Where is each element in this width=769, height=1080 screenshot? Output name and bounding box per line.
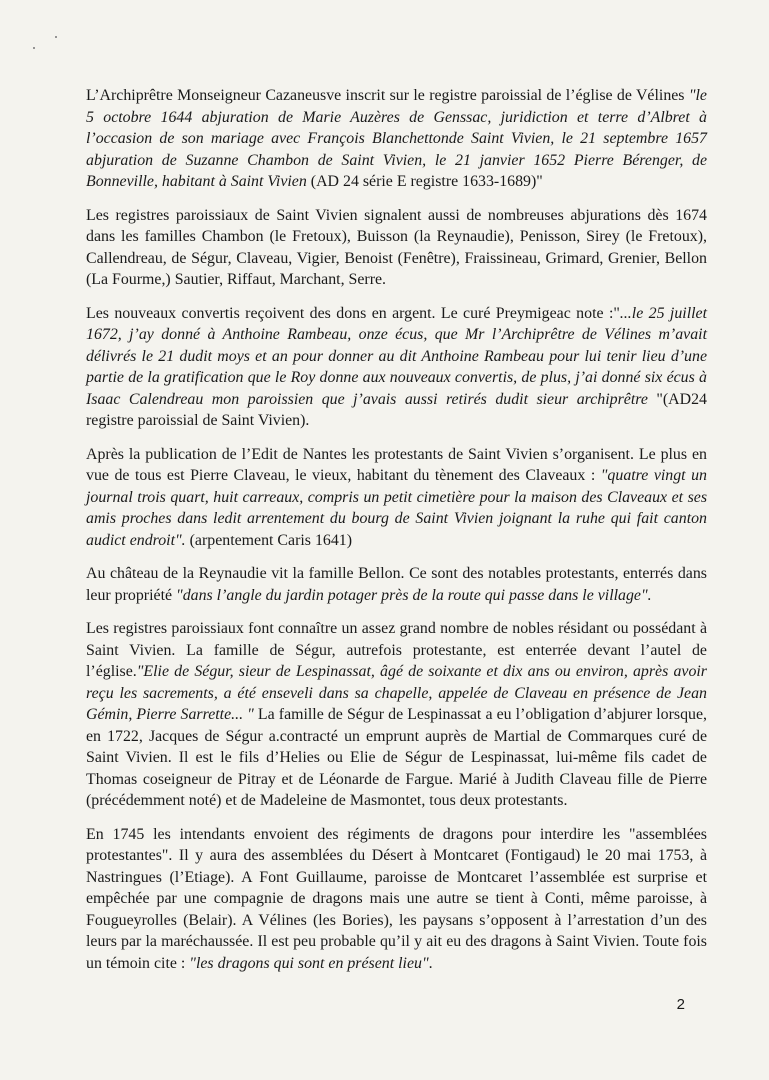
paragraph-text: L’Archiprêtre Monseigneur Cazaneusve inscrit sur le registre paroissial de l’église de Vélines	[86, 87, 689, 104]
quoted-text: "quatre vingt un journal trois quart, huit carreaux, compris un petit cimetière pour la maison des Claveaux et ses amis proches dans ledit arrentement du bourg de Saint Vivien joignant la ruhe qui fait canton audict endroit".	[86, 467, 707, 549]
quoted-text: "les dragons qui sont en présent lieu"	[189, 954, 429, 972]
paragraph-text: "(AD24 registre paroissial de Saint Vivien).	[86, 390, 707, 429]
page-number: 2	[676, 996, 685, 1013]
paragraph-text: .	[428, 954, 433, 972]
quoted-text: "le 5 octobre 1644 abjuration de Marie Auzères de Genssac, juridiction et terre d’Albret à l’occasion de son mariage avec François Blanchettonde Saint Vivien, le 21 septembre 1657 abjuration de Suzanne Chambon de Saint Vivien, le 21 janvier 1652 Pierre Bérenger, de Bonneville, habitant à Saint Vivien	[86, 87, 707, 190]
paragraph	[86, 303, 707, 432]
paragraph-text: La famille de Ségur de Lespinassat a eu l’obligation d’abjurer lorsque, en 1722, Jacques de Ségur a.contracté un emprunt auprès de Martial de Commarques curé de Saint Vivien. Il est le fils d’Helies ou Elie de Ségur de Lespinassat, lui-même fils cadet de Thomas coseigneur de Pitray et de Léonarde de Fargue. Marié à Judith Claveau fille de Pierre (précédemment noté) et de Madeleine de Masmontet, tous deux protestants.	[86, 706, 707, 809]
paragraph	[86, 85, 707, 193]
paragraph-text: Après la publication de l’Edit de Nantes les protestants de Saint Vivien s’organisent. Le plus en vue de tous est Pierre Claveau, le vieux, habitant du tènement des Claveaux :	[86, 445, 707, 484]
paragraph-text: Au château de la Reynaudie vit la famille Bellon. Ce sont des notables protestants, enterrés dans leur propriété	[86, 565, 707, 604]
paragraph	[86, 618, 707, 812]
paragraph	[86, 563, 707, 606]
paragraph-text: Les registres paroissiaux de Saint Vivien signalent aussi de nombreuses abjurations dès 1674 dans les familles Chambon (le Fretoux), Buisson (la Reynaudie), Penisson, Sirey (le Fretoux), Callendreau, de Ségur, Claveau, Vigier, Benoist (Fenêtre), Fraissineau, Grimard, Grenier, Bellon (La Fourme,) Sautier, Riffaut, Marchant, Serre.	[86, 206, 707, 288]
paragraph-text: (AD 24 série E registre 1633-1689)"	[306, 173, 543, 190]
paragraph-text: Les nouveaux convertis reçoivent des dons en argent. Le curé Preymigeac note :"	[86, 304, 620, 322]
scan-speck	[55, 36, 57, 38]
paragraph	[86, 444, 707, 552]
paragraph-text: Les registres paroissiaux font connaître un assez grand nombre de nobles résidant ou possédant à Saint Vivien. La famille de Ségur, autrefois protestante, est enterrée devant l’autel de l’église.	[86, 620, 707, 680]
body-text	[86, 85, 707, 986]
paragraph	[86, 205, 707, 291]
quoted-text: "dans l’angle du jardin potager près de la route qui passe dans le village".	[176, 586, 652, 604]
scan-speck	[33, 47, 35, 49]
paragraph	[86, 824, 707, 975]
quoted-text: ...le 25 juillet 1672, j’ay donné à Anthoine Rambeau, onze écus, que Mr l’Archiprêtre de Vélines m’avait délivrés le 21 dudit moys et an pour donner au dit Anthoine Rambeau pour lui tenir lieu d’une partie de la gratification que le Roy donne aux nouveaux convertis, de plus, j’ai donné six écus à Isaac Calendreau mon paroissien que j’avais aussi retirés dudit sieur archiprêtre	[86, 304, 708, 408]
paragraph-text: (arpentement Caris 1641)	[185, 531, 353, 549]
quoted-text: "Elie de Ségur, sieur de Lespinassat, âgé de soixante et dix ans ou environ, après avoir reçu les sacrements, a été enseveli dans sa chapelle, appelée de Claveau en présence de Jean Gémin, Pierre Sarrette... "	[86, 663, 707, 723]
paragraph-text: En 1745 les intendants envoient des régiments de dragons pour interdire les "assemblées protestantes". Il y aura des assemblées du Désert à Montcaret (Fontigaud) le 20 mai 1753, à Nastringues (l’Etiage). A Font Guillaume, paroisse de Montcaret l’assemblée est surprise et empêchée par une compagnie de dragons mais une autre se tient à Conti, même paroisse, à Fougueyrolles (Belair). A Vélines (les Bories), les paysans s’opposent à l’arrestation d’un des leurs par la maréchaussée. Il est peu probable qu’il y ait eu des dragons à Saint Vivien. Toute fois un témoin cite :	[86, 825, 707, 972]
